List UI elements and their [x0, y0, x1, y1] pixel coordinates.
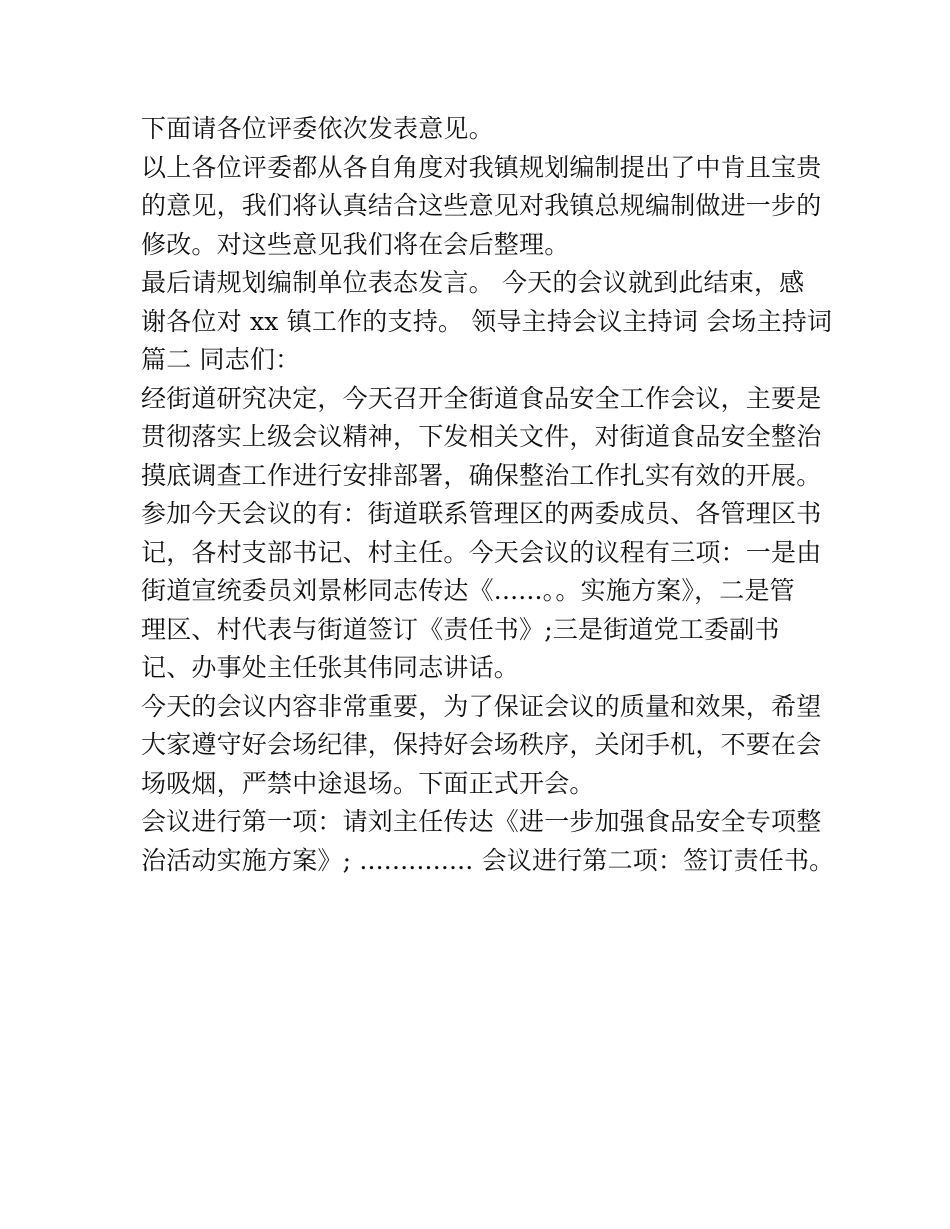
- text-line: 街道宣统委员刘景彬同志传达《......。。实施方案》，二是管: [141, 576, 795, 605]
- text-line: 摸底调查工作进行安排部署，确保整治工作扎实有效的开展。: [141, 460, 822, 490]
- text-line: 治活动实施方案》; .............. 会议进行第二项：签订责任书。: [141, 845, 835, 875]
- text-line: 记，各村支部书记、村主任。今天会议的议程有三项：一是由: [141, 537, 822, 567]
- text-line: 记、办事处主任张其伟同志讲话。: [141, 653, 520, 682]
- text-line: 会议进行第一项：请刘主任传达《进一步加强食品安全专项整: [141, 807, 822, 836]
- text-line: 大家遵守好会场纪律，保持好会场秩序，关闭手机，不要在会: [141, 730, 822, 759]
- text-line: 场吸烟，严禁中途退场。下面正式开会。: [141, 768, 595, 798]
- text-line: 谢各位对 xx 镇工作的支持。 领导主持会议主持词 会场主持词: [141, 306, 833, 336]
- text-line: 理区、村代表与街道签订《责任书》;三是街道党工委副书: [141, 614, 780, 644]
- text-line: 以上各位评委都从各自角度对我镇规划编制提出了中肯且宝贵: [141, 152, 822, 182]
- text-line: 参加今天会议的有：街道联系管理区的两委成员、各管理区书: [141, 499, 822, 528]
- text-line: 下面请各位评委依次发表意见。: [141, 114, 494, 143]
- text-line: 最后请规划编制单位表态发言。 今天的会议就到此结束，感: [141, 268, 805, 297]
- text-line: 经街道研究决定，今天召开全街道食品安全工作会议，主要是: [141, 383, 822, 413]
- text-line: 篇二 同志们：: [141, 345, 301, 374]
- document-body: [141, 110, 835, 880]
- text-line: 修改。对这些意见我们将在会后整理。: [141, 229, 570, 259]
- text-line: 的意见，我们将认真结合这些意见对我镇总规编制做进一步的: [141, 191, 822, 220]
- text-line: 今天的会议内容非常重要，为了保证会议的质量和效果，希望: [141, 691, 822, 721]
- text-line: 贯彻落实上级会议精神，下发相关文件，对街道食品安全整治: [141, 422, 822, 451]
